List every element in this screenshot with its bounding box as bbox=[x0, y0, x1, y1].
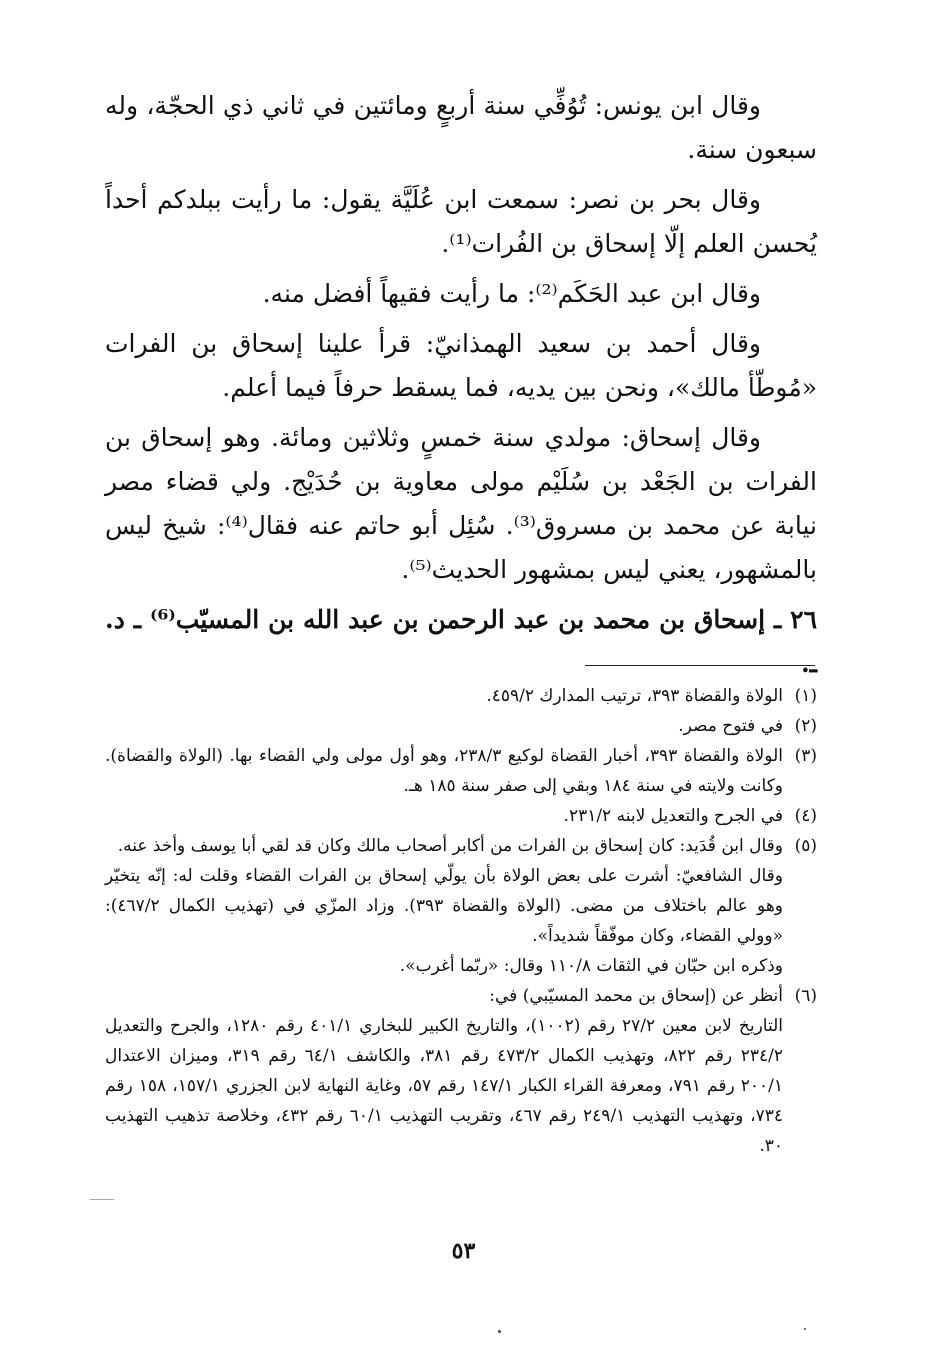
scan-artifact bbox=[498, 1330, 501, 1333]
footnote-number: (٣) bbox=[794, 746, 817, 766]
paragraph-ahmad-ibn-said: وقال أحمد بن سعيد الهمذانيّ: قرأ علينا إسحاق بن الفرات «مُوطّأ مالك»، ونحن بين يديه، فما يسقط حرفاً فيما أعلم. bbox=[105, 329, 817, 402]
footnote-number: (٤) bbox=[794, 806, 817, 826]
paragraph-ibn-yunus: وقال ابن يونس: تُوُفِّي سنة أربعٍ ومائتين في ثاني ذي الحجّة، وله سبعون سنة. bbox=[105, 91, 817, 164]
entry-heading: ٢٦ ـ إسحاق بن محمد بن عبد الرحمن بن عبد الله بن المسيّب⁽⁶⁾ ـ د. ـ. bbox=[105, 605, 817, 678]
footnote-divider bbox=[585, 665, 815, 666]
footnote bbox=[105, 801, 817, 831]
footnote-number: (٢) bbox=[794, 716, 817, 736]
footnote-text: الولاة والقضاة ٣٩٣، ترتيب المدارك ٤٥٩/٢. bbox=[486, 686, 783, 706]
footnote-text: في الجرح والتعديل لابنه ٢٣١/٢. bbox=[563, 806, 783, 826]
paragraph-ibn-abd-al-hakam: وقال ابن عبد الحَكَم⁽²⁾: ما رأيت فقيهاً أفضل منه. bbox=[262, 279, 761, 308]
footnote-number: (٦) bbox=[794, 986, 817, 1006]
page-number: ٥٣ bbox=[451, 1238, 476, 1264]
footnote bbox=[105, 711, 817, 741]
scan-artifact bbox=[90, 1199, 114, 1200]
footnote-text: التاريخ لابن معين ٢٧/٢ رقم (١٠٠٢)، والتاريخ الكبير للبخاري ٤٠١/١ رقم ١٢٨٠، والجرح والتعديل ٢٣٤/٢ رقم ٨٢٢، وتهذيب الكمال ٤٧٣/٢ رقم ٣٨١، والكاشف ٦٤/١ رقم ٣١٩، وميزان الاعتدال ٢٠٠/١ رقم ٧٩١، ومعرفة القراء الكبار ١٤٧/١ رقم ٥٧، وغاية النهاية لابن الجزري ١٥٧/١، ١٥٨ رقم ٧٣٤، وتهذيب التهذيب ٢٤٩/١ رقم ٤٦٧، وتقريب التهذيب ٦٠/١ رقم ٤٣٢، وخلاصة تذهيب التهذيب ٣٠. bbox=[105, 1016, 783, 1156]
footnote bbox=[105, 981, 817, 1161]
paragraph-bahr-ibn-nasr: وقال بحر بن نصر: سمعت ابن عُلَيَّة يقول: ما رأيت ببلدكم أحداً يُحسن العلم إلّا إسحاق بن الفُرات⁽¹⁾. bbox=[105, 185, 817, 258]
footnote-number: (١) bbox=[794, 686, 817, 706]
footnote-text: الولاة والقضاة ٣٩٣، أخبار القضاة لوكيع ٢٣٨/٣، وهو أول مولى ولي القضاء بها. (الولاة والقضاة). وكانت ولايته في سنة ١٨٤ وبقي إلى صفر سنة ١٨٥ هـ. bbox=[105, 746, 783, 796]
footnote-number: (٥) bbox=[794, 836, 817, 856]
footnote-text: وذكره ابن حبّان في الثقات ١١٠/٨ وقال: «ربّما أغرب». bbox=[399, 956, 783, 976]
footnote-text: في فتوح مصر. bbox=[678, 716, 783, 736]
footnotes bbox=[105, 681, 817, 1161]
footnote bbox=[105, 681, 817, 711]
footnote-text: وقال ابن قُدَيد: كان إسحاق بن الفرات من أكابر أصحاب مالك وكان قد لقي أبا يوسف وأخذ عنه. bbox=[117, 836, 783, 856]
footnote-text: وقال الشافعيّ: أشرت على بعض الولاة بأن يولّي إسحاق بن الفرات القضاء وقلت له: إنّه يتخيّر وهو عالم باختلاف من مضى. (الولاة والقضاة ٣٩٣). وزاد المزّي في (تهذيب الكمال ٤٦٧/٢): «وولي القضاء، وكان موفّقاً شديداً». bbox=[105, 866, 783, 946]
paragraph-ishaq-biography: وقال إسحاق: مولدي سنة خمسٍ وثلاثين ومائة. وهو إسحاق بن الفرات بن الجَعْد بن سُلَيْم مولى معاوية بن حُدَيْج. ولي قضاء مصر نيابة عن محمد بن مسروق⁽³⁾. سُئِل أبو حاتم عنه فقال⁽⁴⁾: شيخ ليس بالمشهور، يعني ليس بمشهور الحديث⁽⁵⁾. bbox=[105, 423, 818, 584]
footnote-text: أنظر عن (إسحاق بن محمد المسيّبي) في: bbox=[489, 986, 783, 1006]
footnote bbox=[105, 831, 817, 981]
main-text bbox=[105, 84, 817, 686]
scan-artifact bbox=[804, 1328, 806, 1330]
footnote bbox=[105, 741, 817, 801]
